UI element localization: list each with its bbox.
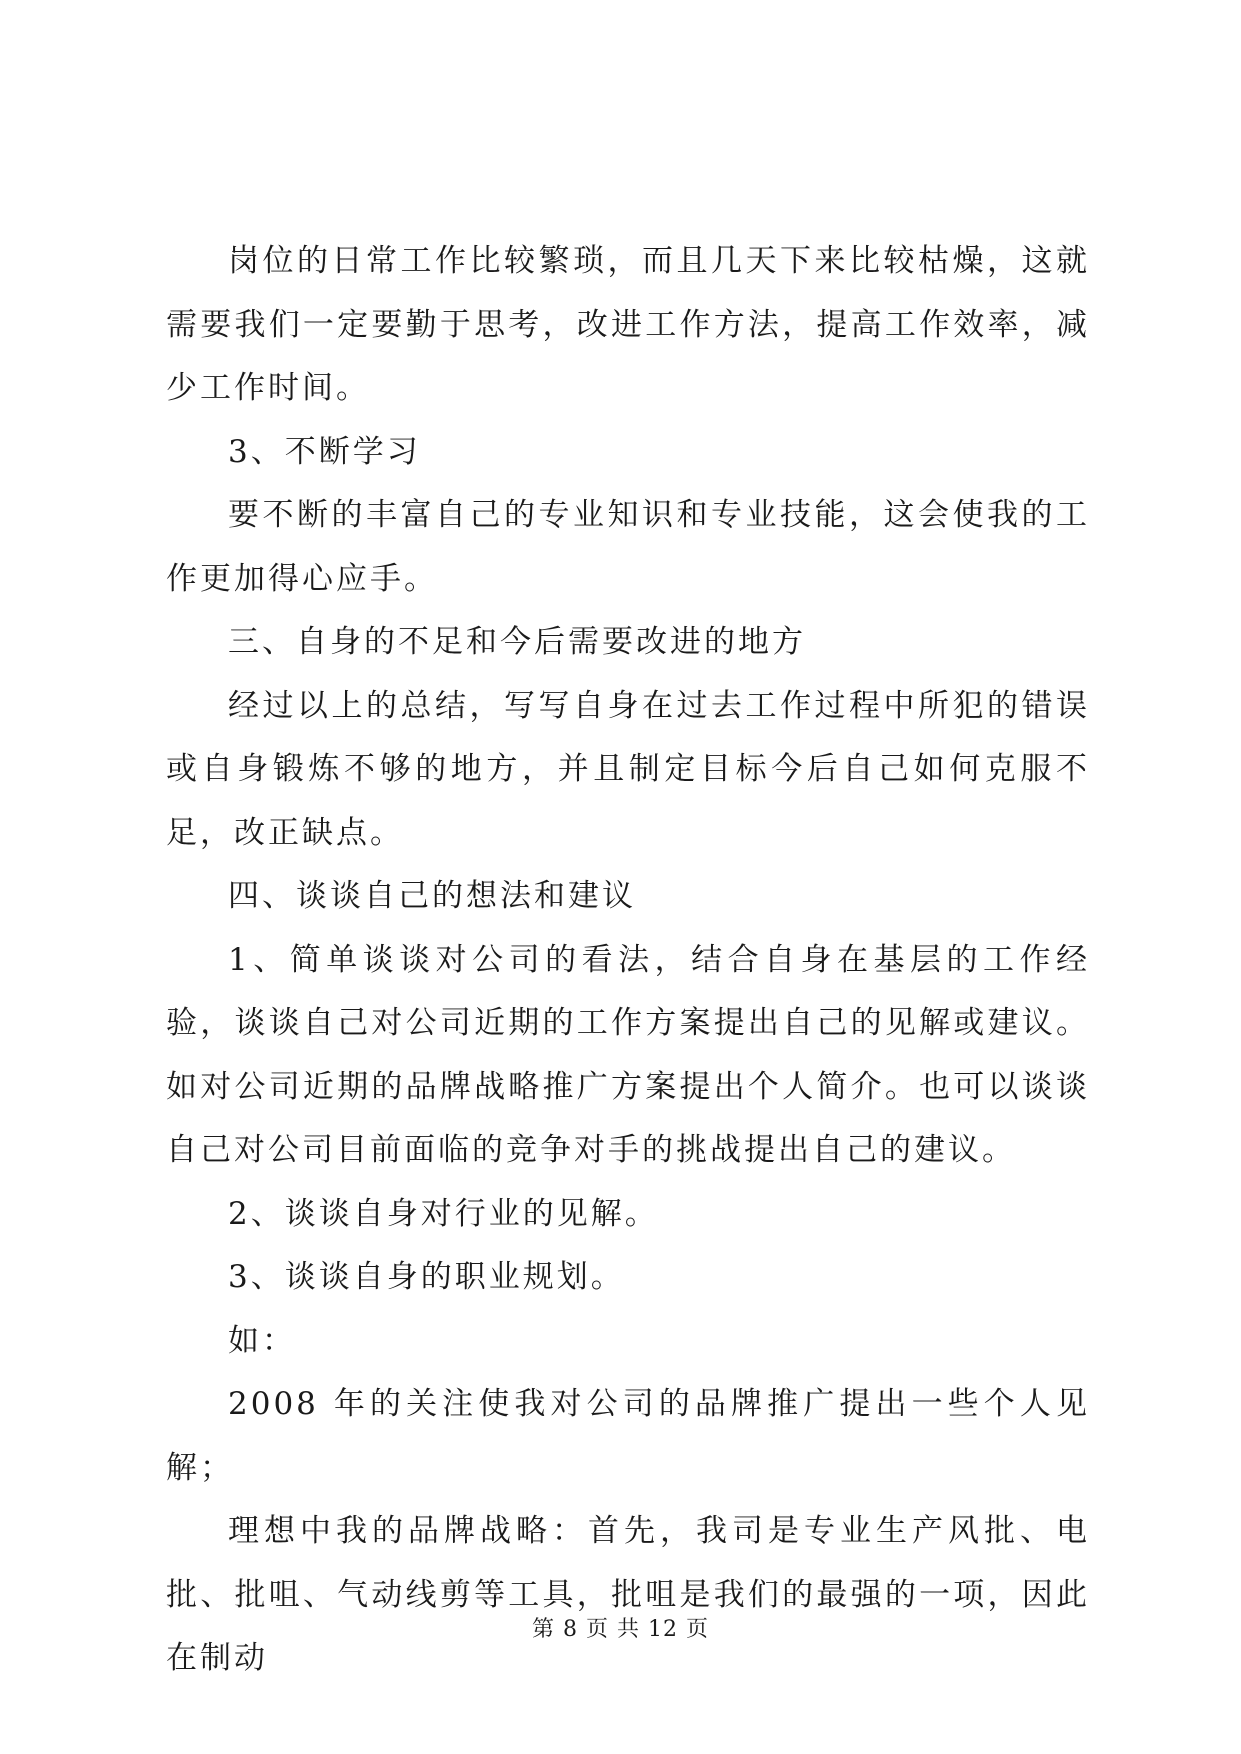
- paragraph: 如：: [228, 1322, 296, 1359]
- list-item: 3、谈谈自身的职业规划。: [228, 1259, 625, 1295]
- section-heading: 3、不断学习: [228, 433, 421, 470]
- page-number-footer: 第 8 页 共 12 页: [532, 1617, 709, 1642]
- paragraph: 经过以上的总结，写写自身在过去工作过程中所犯的错误或自身锻炼不够的地方，并且制定目标今后自己如何克服不足，改正缺点。: [166, 687, 1090, 851]
- section-heading: 四、谈谈自己的想法和建议: [228, 878, 636, 914]
- paragraph: 岗位的日常工作比较繁琐，而且几天下来比较枯燥，这就需要我们一定要勤于思考，改进工作方法，提高工作效率，减少工作时间。: [166, 243, 1090, 406]
- paragraph: 1、简单谈谈对公司的看法，结合自身在基层的工作经验，谈谈自己对公司近期的工作方案提出自己的见解或建议。如对公司近期的品牌战略推广方案提出个人简介。也可以谈谈自己对公司目前面临的竞争对手的挑战提出自己的建议。: [166, 941, 1090, 1168]
- paragraph: 要不断的丰富自己的专业知识和专业技能，这会使我的工作更加得心应手。: [166, 497, 1090, 597]
- paragraph: 理想中我的品牌战略：首先，我司是专业生产风批、电批、批咀、气动线剪等工具，批咀是我们的最强的一项，因此在制动: [166, 1513, 1090, 1676]
- paragraph: 2008 年的关注使我对公司的品牌推广提出一些个人见解；: [166, 1386, 1090, 1486]
- document-body: [166, 230, 1090, 1691]
- list-item: 2、谈谈自身对行业的见解。: [228, 1195, 659, 1232]
- section-heading: 三、自身的不足和今后需要改进的地方: [228, 624, 806, 660]
